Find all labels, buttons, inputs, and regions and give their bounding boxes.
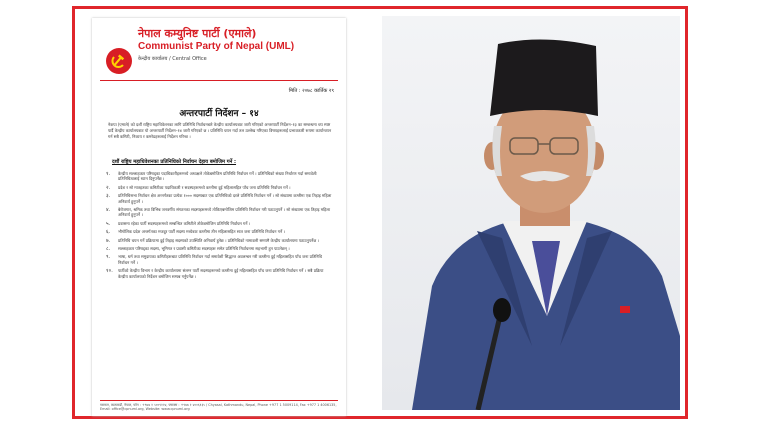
document-date: मिति : २०७८ कार्तिक २९: [288, 88, 334, 94]
directive-item-text: केन्द्रीय सल्लाहकार परिषद्का पदाधिकारीहरूमध्ये अध्यक्षले तोकेबमोजिम प्रतिनिधि निर्वाचन गर्ने । प्रतिनिधिको संख्या निर्धारण गर्दा समावेशी प्रतिनिधित्वलाई ध्यान दिनुपर्नेछ ।: [118, 171, 317, 182]
directive-item-number: ९.: [106, 254, 111, 261]
intro-paragraph: नेकपा (एमाले) को दशौं राष्ट्रिय महाधिवेशनका लागि प्रतिनिधि निर्वाचनबारे केन्द्रीय कार्यालयबाट जारी गरिएको अन्तरपार्टी निर्देशन–१३ का सम्बन्धमा थप स्पष्ट पार्दै केन्द्रीय कार्यालयबाट यो अन्तरपार्टी निर्देशन–१४ जारी गरिएको छ । प्रतिनिधि चयन गर्दा तल उल्लेख गरिएका विषयहरूलाई प्रभावकारी रूपमा कार्यान्वयन गर्न सबै कमिटी, निकाय र कमरेडहरूलाई निर्देशन गरिन्छ ।: [108, 122, 332, 139]
directive-item-number: ६.: [106, 229, 111, 236]
document-title: अन्तरपार्टी निर्देशन – १४: [179, 109, 259, 119]
directive-item-text: प्रतिनिधिसभा निर्वाचन क्षेत्र अन्तर्गतका प्रत्येक १००० सदस्यबाट एक प्रतिनिधिको दरले प्रतिनिधि निर्वाचन गर्ने । सो संख्यामा कम्तीमा एक तिहाइ महिला अनिवार्य हुनुपर्ने ।: [118, 193, 332, 204]
directive-item: [106, 193, 334, 204]
office-label: केन्द्रीय कार्यालय / Central Office: [138, 56, 207, 62]
directive-item-text: प्रवासमा रहेका पार्टी सदस्यहरूमध्ये सम्बन्धित कमिटीले तोकेबमोजिम प्रतिनिधि निर्वाचन गर्ने ।: [118, 220, 251, 226]
directive-item-text: पार्टीको केन्द्रीय विभाग र केन्द्रीय कार्यालयमा संलग्न पार्टी सदस्यहरूमध्ये कम्तीमा दुई महिलासहित पाँच जना प्रतिनिधि निर्वाचन गर्ने । सबै प्रक्रिया केन्द्रीय कार्यालयको निर्देशन बमोजिम सम्पन्न गर्नुपर्नेछ ।: [118, 268, 324, 279]
directive-item-text: भौगोलिक प्रदेश अन्तर्गतका मजदुर पार्टी सदस्य मध्येबाट कम्तीमा तीन महिलासहित सात जना प्रतिनिधि निर्वाचन गर्ने ।: [118, 229, 286, 235]
directive-item-text: बेरोजगार, श्रमिक तथा विभिन्न जनवर्गीय संगठनका सदस्यहरूमध्ये तोकिएबमोजिम प्रतिनिधि निर्वाचन गरी पठाउनुपर्ने । सो संख्यामा एक तिहाइ महिला अनिवार्य हुनुपर्ने ।: [118, 207, 331, 218]
directive-item-text: प्रतिनिधि चयन गर्ने प्रक्रियामा दुई तिहाइ सदस्यको उपस्थिति अनिवार्य हुनेछ । प्रतिनिधिको नामावली समयमै केन्द्रीय कार्यालयमा पठाउनुपर्नेछ ।: [118, 237, 319, 243]
directive-item: [106, 268, 334, 279]
directive-item-number: ८.: [106, 246, 111, 253]
directive-item: [106, 171, 334, 182]
directive-item-number: ४.: [106, 207, 111, 214]
hammer-sickle-sun-icon: [106, 48, 132, 74]
directive-item-text: प्रदेश र सो मातहतका कमिटीका पदाधिकारी र सदस्यहरूमध्ये कम्तीमा दुई महिलासहित पाँच जना प्रतिनिधि निर्वाचन गर्ने ।: [118, 184, 291, 190]
directive-item: [106, 238, 334, 243]
directive-item: [106, 254, 334, 265]
party-name-nepali: नेपाल कम्युनिष्ट पार्टी (एमाले): [138, 27, 257, 40]
directive-document: [92, 18, 346, 416]
header-divider: [100, 80, 338, 81]
directive-item-number: १.: [106, 171, 111, 177]
directive-item: [106, 221, 334, 226]
directive-item-number: ३.: [106, 193, 111, 200]
directive-item: [106, 246, 334, 251]
directive-item-number: १०.: [106, 268, 113, 275]
directive-item-number: ५.: [106, 220, 111, 227]
speaker-photo: [382, 16, 680, 410]
section-heading: दशौं राष्ट्रिय महाधिवेशनका प्रतिनिधिको निर्वाचन देहाय बमोजिम गर्ने :: [112, 159, 237, 165]
party-name-english: Communist Party of Nepal (UML): [138, 41, 295, 52]
directive-item-text: भाषा, धर्म तथा समुदायका कमिटीहरूबाट प्रतिनिधि निर्वाचन गर्दा समावेशी सिद्धान्त अवलम्बन गरी कम्तीमा दुई महिलासहित पाँच जना प्रतिनिधि निर्वाचन गर्ने ।: [118, 254, 323, 265]
directive-item-number: ७.: [106, 237, 111, 244]
footer-divider: [100, 400, 338, 401]
directive-item: [106, 207, 334, 218]
directive-item-number: २.: [106, 184, 111, 191]
directive-item: [106, 185, 334, 190]
letterhead: [102, 26, 336, 74]
directive-item: [106, 229, 334, 234]
directive-item-text: सल्लाहकार परिषद्का सदस्य, भूमिगत र प्रवासी कमिटीका सदस्यहरू समेत प्रतिनिधि निर्वाचनमा सहभागी हुन पाउनेछन् ।: [118, 246, 290, 252]
footer-address: च्यासल, काठमाडौं, नेपाल, फोन : +९७७ १ ५००९११४, फ्याक्स : +९७७ १ ४००६१३५ / Chyasal, Kathmandu, Nepal, Phone +977 1 5009114, Fax +977 1 4006135, Email: office@cpnuml.org, Website: www.cpnuml.org: [100, 403, 337, 412]
directive-list: [106, 171, 334, 282]
